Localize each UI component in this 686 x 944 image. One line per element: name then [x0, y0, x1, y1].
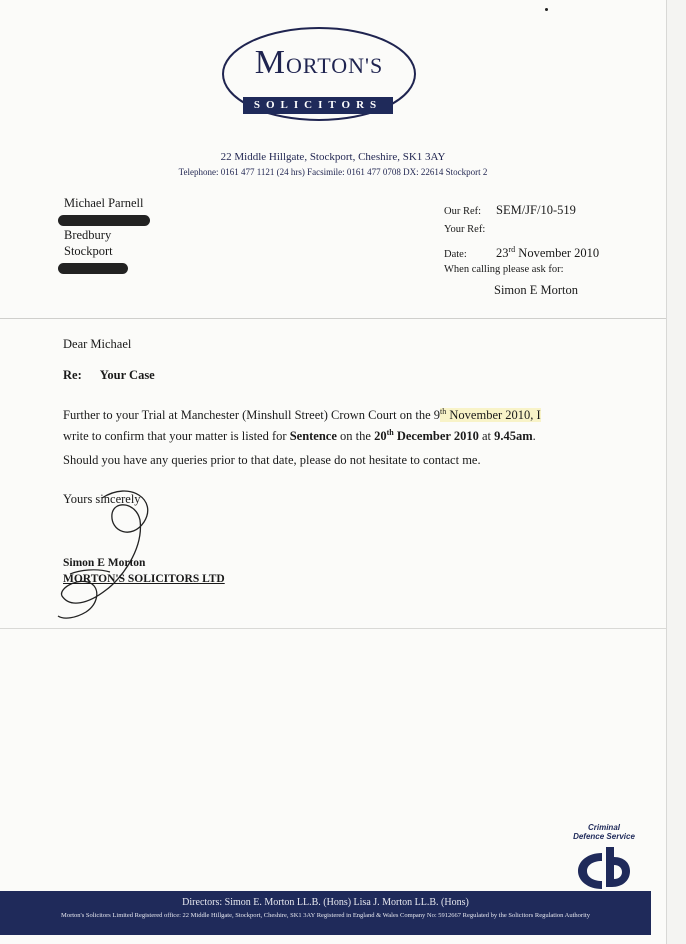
recipient-town: Stockport: [64, 244, 113, 258]
speck-mark: [545, 8, 548, 11]
date-label: Date:: [444, 249, 467, 261]
paragraph-queries: Should you have any queries prior to that date, please do not hesitate to contact me.: [63, 453, 481, 467]
cds-line-2: Defence Service: [573, 832, 635, 841]
letterhead-footer: [0, 891, 651, 935]
date-suffix: rd: [508, 245, 516, 254]
p1-part-c: write to confirm that your matter is listed for: [63, 429, 290, 444]
contact-name: Simon E Morton: [494, 283, 579, 297]
salutation: Dear Michael: [63, 337, 132, 351]
p1-part-e: at: [478, 429, 495, 444]
p1-part-d: on the: [336, 429, 375, 444]
re-line: [63, 368, 155, 383]
recipient-name: Michael Parnell: [64, 196, 144, 210]
p1-part-b: November 2010, I: [446, 408, 541, 423]
p1-date-rest: December 2010: [393, 429, 479, 444]
mortons-solicitors-logo: [221, 26, 417, 122]
closing: Yours sincerely: [63, 492, 141, 506]
signatory-name: Simon E Morton: [63, 557, 146, 569]
p1-part-a: Further to your Trial at Manchester (Minshull Street) Crown Court on the 9: [63, 408, 441, 423]
letterhead-address: 22 Middle Hillgate, Stockport, Cheshire, SK1 3AY: [220, 151, 446, 163]
logo-name-rest: ORTON'S: [285, 53, 384, 78]
your-ref-label: Your Ref:: [444, 224, 486, 235]
footer-directors: Directors: Simon E. Morton LL.B. (Hons) Lisa J. Morton LL.B. (Hons): [182, 897, 469, 908]
p1-date-day: 20: [374, 429, 387, 444]
re-subject: Your Case: [99, 368, 155, 382]
redacted-postcode: [58, 263, 128, 274]
our-ref-label: Our Ref:: [444, 206, 482, 217]
logo-wordmark: [221, 44, 417, 82]
fold-line-upper: [0, 318, 666, 319]
handwritten-signature: [40, 480, 160, 630]
p1-time: 9.45am: [494, 429, 533, 444]
date-day: 23: [496, 246, 509, 261]
logo-subtitle: SOLICITORS: [243, 97, 393, 114]
p1-sup-1: th: [440, 407, 447, 416]
logo-initial: M: [254, 44, 286, 81]
recipient-locality: Bredbury: [64, 228, 112, 242]
date-rest: November 2010: [515, 246, 600, 261]
p1-sentence: Sentence: [289, 429, 337, 444]
p1-sup-2: th: [386, 428, 394, 438]
p1-end: .: [532, 429, 536, 444]
letterhead-contact: Telephone: 0161 477 1121 (24 hrs) Facsimile: 0161 477 0708 DX: 22614 Stockport 2: [178, 167, 488, 177]
reference-block: [444, 200, 599, 300]
recipient-address: [64, 195, 150, 275]
redacted-street: [58, 215, 150, 226]
our-ref-value: SEM/JF/10-519: [496, 203, 576, 217]
re-label: Re:: [63, 368, 82, 382]
paragraph-trial: [63, 403, 623, 445]
footer-legal: Morton's Solicitors Limited Registered office: 22 Middle Hillgate, Stockport, Cheshire, SK1 3AY Registered in England & Wales Company No: 5912667 Regulated by the Solicitors Regulation Authority: [61, 912, 590, 919]
firm-name: MORTON'S SOLICITORS LTD: [63, 573, 225, 585]
calling-label: When calling please ask for:: [444, 264, 564, 275]
cds-line-1: Criminal: [587, 823, 620, 832]
